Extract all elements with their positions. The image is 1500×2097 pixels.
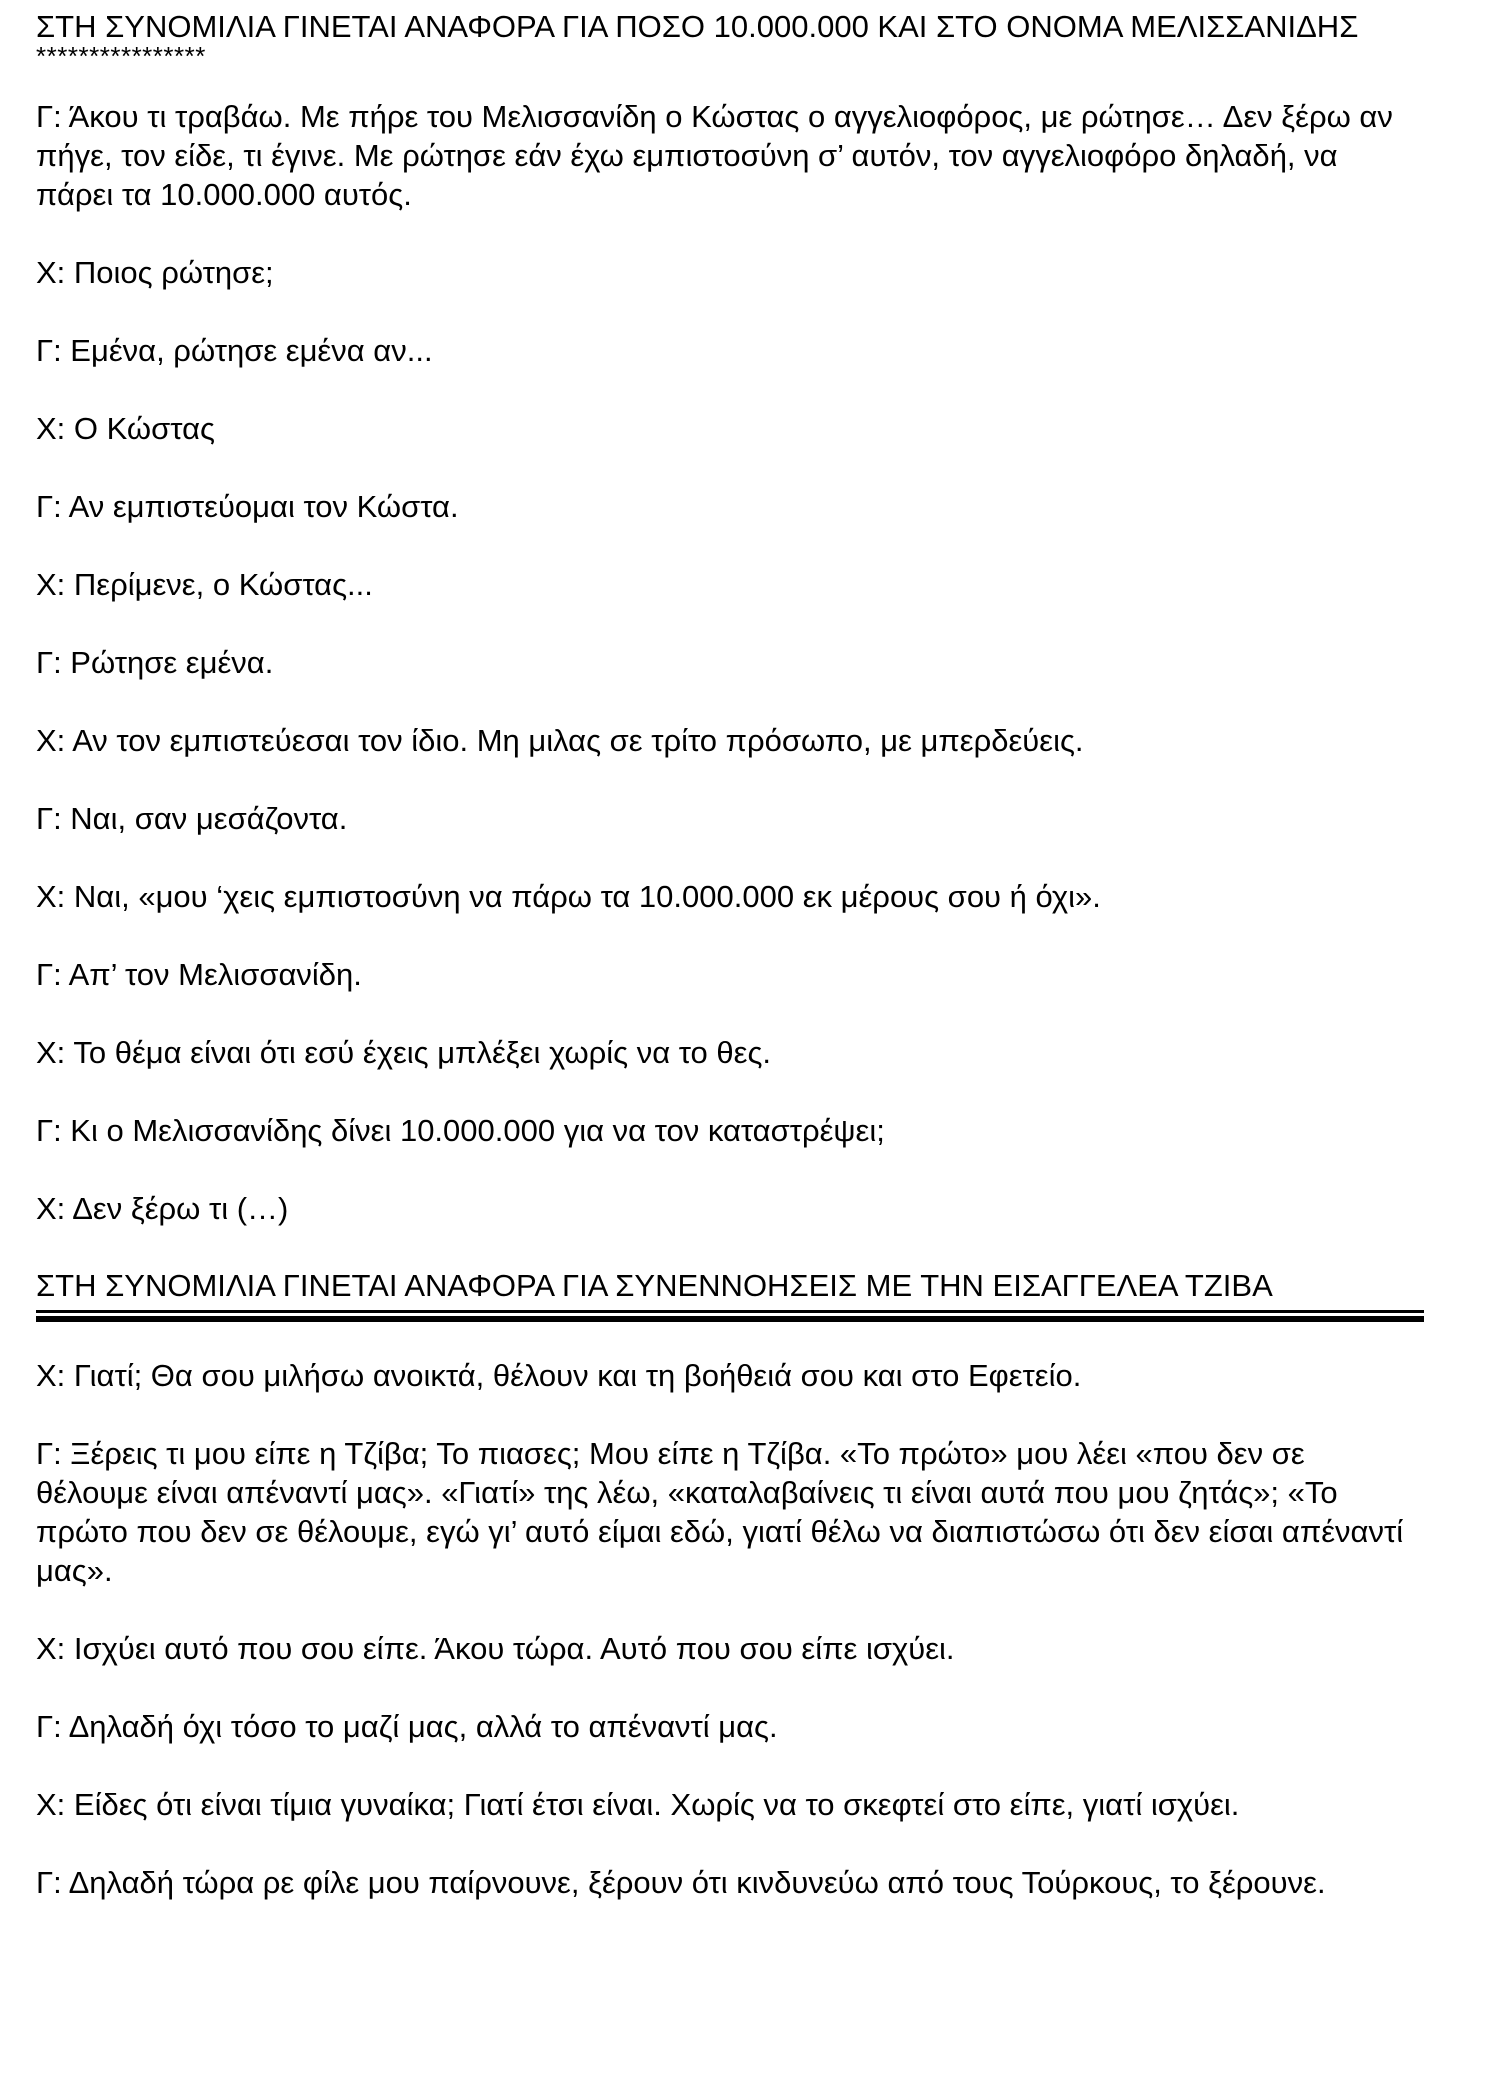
transcript-paragraph: Χ: Δεν ξέρω τι (…) [36, 1191, 289, 1226]
section-2 [36, 1267, 1422, 1902]
transcript-paragraph: Γ: Απ’ τον Μελισσανίδη. [36, 957, 362, 992]
transcript-paragraph: Χ: Περίμενε, ο Κώστας... [36, 567, 373, 602]
transcript-paragraph: Χ: Ναι, «μου ‘χεις εμπιστοσύνη να πάρω τα 10.000.000 εκ μέρους σου ή όχι». [36, 879, 1101, 914]
transcript-paragraph: Χ: Ποιος ρώτησε; [36, 255, 274, 290]
transcript-paragraph: Γ: Αν εμπιστεύομαι τον Κώστα. [36, 489, 459, 524]
transcript-paragraph: Γ: Ρώτησε εμένα. [36, 645, 274, 680]
rule-thick-line [36, 1316, 1424, 1322]
transcript-paragraph: Χ: Το θέμα είναι ότι εσύ έχεις μπλέξει χωρίς να το θες. [36, 1035, 772, 1070]
transcript-paragraph: Χ: Ο Κώστας [36, 411, 215, 446]
transcript-paragraph: Γ: Άκου τι τραβάω. Με πήρε του Μελισσανίδη ο Κώστας ο αγγελιοφόρος, με ρώτησε… Δεν ξέρω αν πήγε, τον είδε, τι έγινε. Με ρώτησε εάν έχω εμπιστοσύνη σ’ αυτόν, τον αγγελιοφόρο δηλαδή, να πάρει τα 10.000.000 αυτός. [36, 99, 1393, 212]
double-rule-divider [36, 1310, 1424, 1326]
rule-thin-line [36, 1310, 1424, 1313]
section-1-heading: ΣΤΗ ΣΥΝΟΜΙΛΙΑ ΓΙΝΕΤΑΙ ΑΝΑΦΟΡΑ ΓΙΑ ΠΟΣΟ 10.000.000 ΚΑΙ ΣΤΟ ΟΝΟΜΑ ΜΕΛΙΣΣΑΝΙΔΗΣ [36, 9, 1359, 44]
transcript-paragraph: Γ: Εμένα, ρώτησε εμένα αν... [36, 333, 433, 368]
section-2-heading: ΣΤΗ ΣΥΝΟΜΙΛΙΑ ΓΙΝΕΤΑΙ ΑΝΑΦΟΡΑ ΓΙΑ ΣΥΝΕΝΝΟΗΣΕΙΣ ΜΕ ΤΗΝ ΕΙΣΑΓΓΕΛΕΑ ΤΖΙΒΑ [36, 1268, 1273, 1303]
section-1 [36, 8, 1422, 1228]
transcript-paragraph: Χ: Ισχύει αυτό που σου είπε. Άκου τώρα. Αυτό που σου είπε ισχύει. [36, 1631, 955, 1666]
transcript-paragraph: Γ: Ναι, σαν μεσάζοντα. [36, 801, 348, 836]
section-1-transcript [36, 97, 1422, 1228]
transcript-paragraph: Χ: Είδες ότι είναι τίμια γυναίκα; Γιατί έτσι είναι. Χωρίς να το σκεφτεί στο είπε, γιατί ισχύει. [36, 1787, 1240, 1822]
document-page [36, 8, 1422, 1941]
transcript-paragraph: Γ: Ξέρεις τι μου είπε η Τζίβα; Το πιασες; Μου είπε η Τζίβα. «Το πρώτο» μου λέει «που δεν σε θέλουμε είναι απέναντί μας». «Γιατί» της λέω, «καταλαβαίνεις τι είναι αυτά που μου ζητάς»; «Το πρώτο που δεν σε θέλουμε, εγώ γι’ αυτό είμαι εδώ, γιατί θέλω να διαπιστώσω ότι δεν είσαι απέναντί μας». [36, 1436, 1404, 1588]
transcript-paragraph: Γ: Δηλαδή όχι τόσο το μαζί μας, αλλά το απέναντί μας. [36, 1709, 778, 1744]
transcript-paragraph: Γ: Δηλαδή τώρα ρε φίλε μου παίρνουνε, ξέρουν ότι κινδυνεύω από τους Τούρκους, το ξέρουνε. [36, 1865, 1326, 1900]
asterisk-separator: **************** [36, 41, 206, 71]
transcript-paragraph: Χ: Γιατί; Θα σου μιλήσω ανοικτά, θέλουν και τη βοήθειά σου και στο Εφετείο. [36, 1358, 1082, 1393]
transcript-paragraph: Χ: Αν τον εμπιστεύεσαι τον ίδιο. Μη μιλας σε τρίτο πρόσωπο, με μπερδεύεις. [36, 723, 1084, 758]
transcript-paragraph: Γ: Κι ο Μελισσανίδης δίνει 10.000.000 για να τον καταστρέψει; [36, 1113, 885, 1148]
section-2-transcript [36, 1356, 1422, 1902]
